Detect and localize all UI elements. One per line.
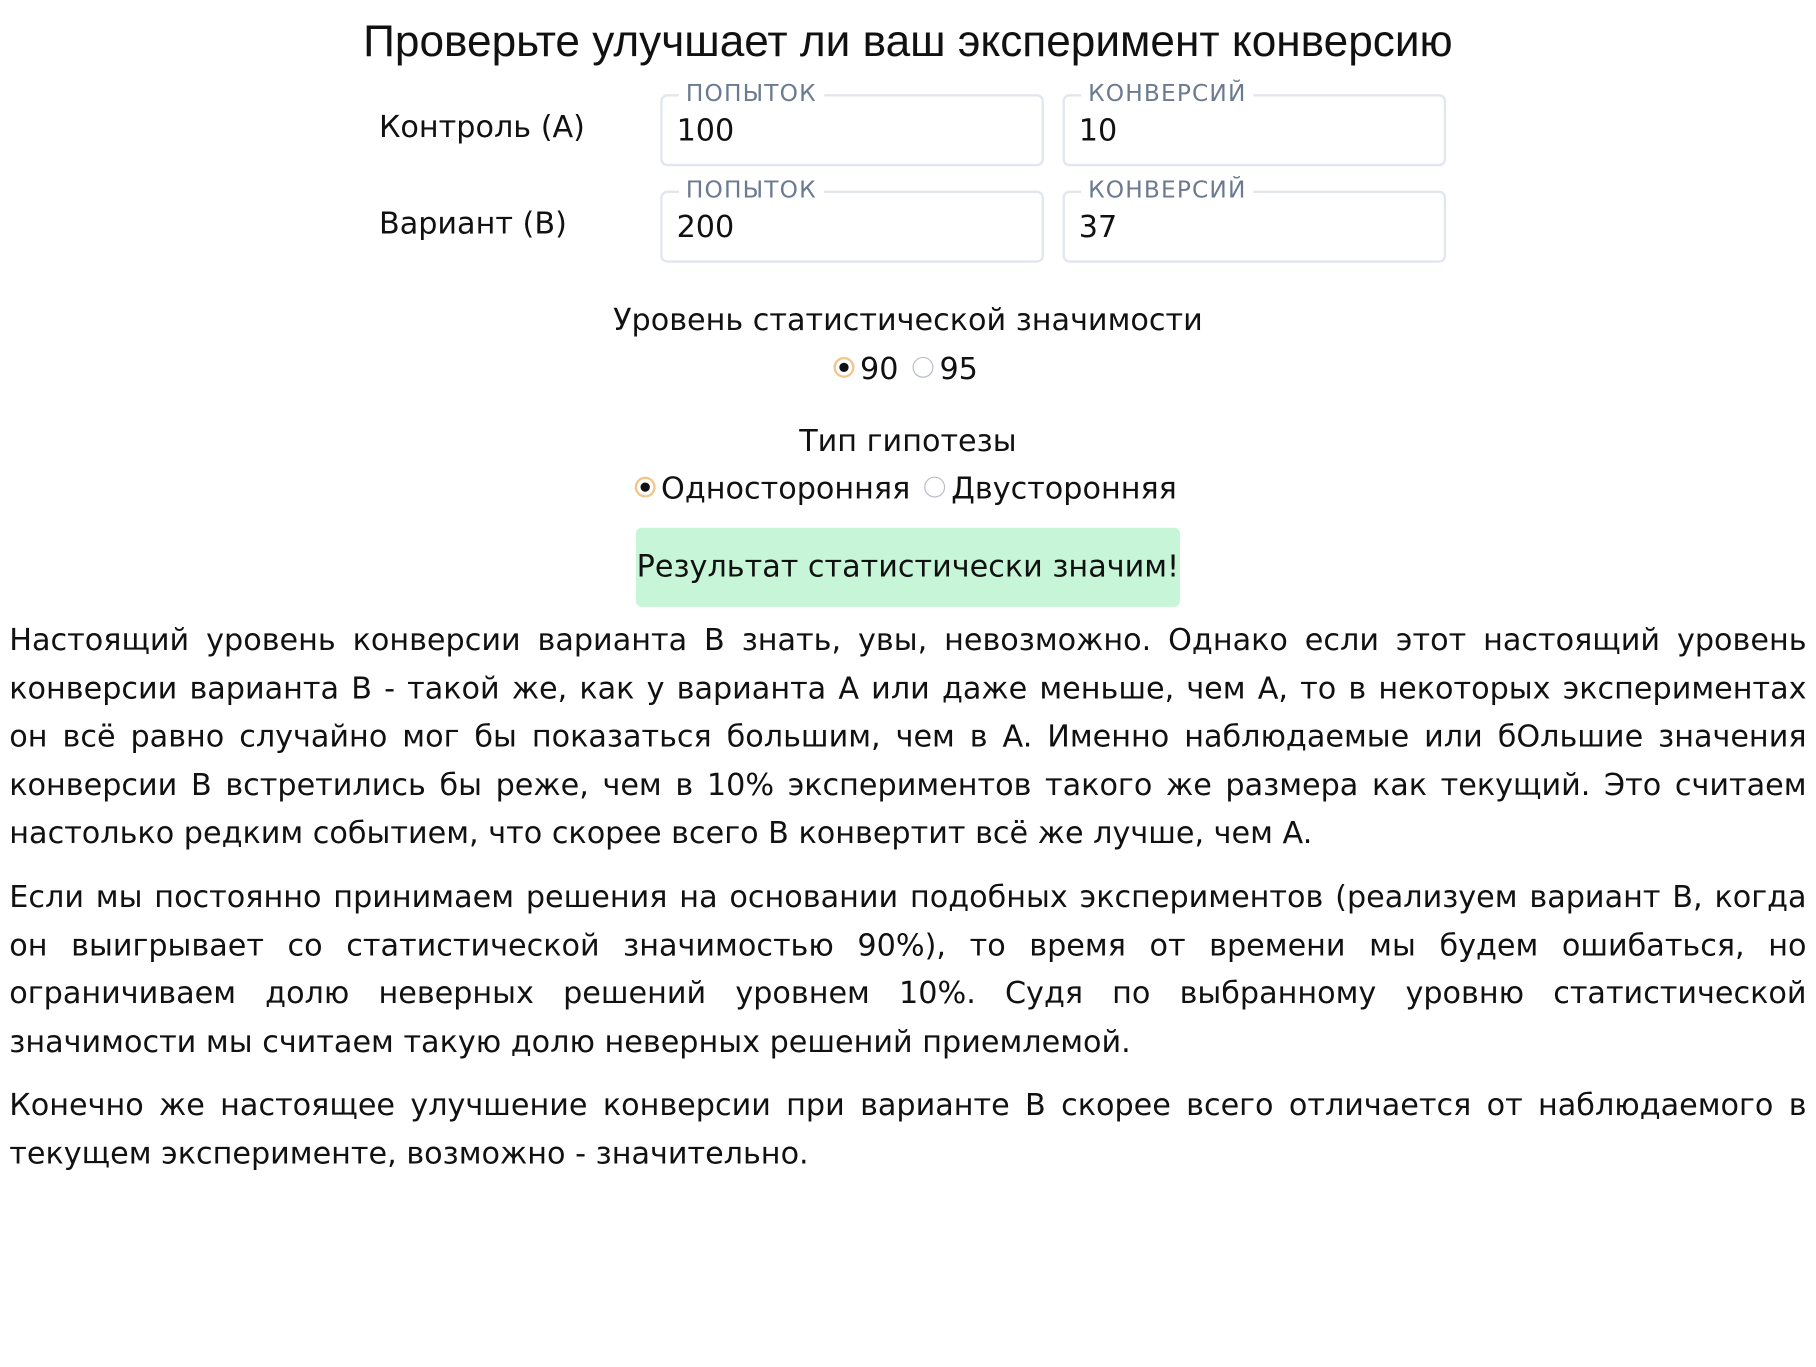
- control-attempts-legend: ПОПЫТОК: [679, 78, 824, 108]
- significance-option-label: 95: [939, 351, 978, 387]
- result-banner: Результат статистически значим!: [636, 528, 1180, 607]
- variant-attempts-input[interactable]: [677, 207, 1014, 249]
- explanation-paragraph-1: Настоящий уровень конверсии варианта B знать, увы, невозможно. Однако если этот настоящий уровень конверсии варианта B - такой же, как у варианта A или даже меньше, чем A, то в некоторых экспериментах он всё равно случайно мог бы показаться большим, чем в A. Именно наблюдаемые или бОльшие значения конверсии B встретились бы реже, чем в 10% экспериментов такого же размера как текущий. Это считаем настолько редким событием, что скорее всего B конвертит всё же лучше, чем A.: [9, 623, 1807, 851]
- control-conversions-legend: КОНВЕРСИЙ: [1081, 78, 1253, 108]
- variant-conversions-input[interactable]: [1079, 207, 1416, 249]
- control-conversions-field: [1063, 79, 1447, 166]
- variant-label: Вариант (B): [378, 206, 567, 242]
- hypothesis-options: [0, 471, 1816, 506]
- control-label: Контроль (A): [378, 110, 585, 146]
- hypothesis-option-two-sided[interactable]: [925, 471, 1182, 506]
- significance-option-95[interactable]: [913, 351, 983, 386]
- hypothesis-option-label: Двусторонняя: [951, 471, 1177, 507]
- explanation-paragraph-3: Конечно же настоящее улучшение конверсии при варианте B скорее всего отличается от наблюдаемого в текущем эксперименте, возможно - значительно.: [9, 1088, 1807, 1172]
- radio-one-sided[interactable]: [634, 476, 655, 497]
- hypothesis-option-one-sided[interactable]: [634, 471, 924, 506]
- control-attempts-input[interactable]: [677, 110, 1014, 152]
- significance-option-label: 90: [859, 351, 899, 387]
- radio-95[interactable]: [913, 356, 934, 377]
- significance-option-90[interactable]: [833, 351, 912, 386]
- control-attempts-field: [660, 79, 1044, 166]
- radio-two-sided[interactable]: [925, 476, 946, 497]
- variant-conversions-legend: КОНВЕРСИЙ: [1081, 174, 1253, 204]
- radio-90[interactable]: [833, 356, 854, 377]
- explanation-paragraph-2: Если мы постоянно принимаем решения на основании подобных экспериментов (реализуем вариант B, когда он выигрывает со статистической значимостью 90%), то время от времени мы будем ошибаться, но ограничиваем долю неверных решений уровнем 10%. Судя по выбранному уровню статистической значимости мы считаем такую долю неверных решений приемлемой.: [9, 880, 1807, 1060]
- page-title: Проверьте улучшает ли ваш эксперимент конверсию: [363, 17, 1453, 67]
- significance-title: Уровень статистической значимости: [613, 303, 1203, 339]
- variant-conversions-field: [1063, 175, 1447, 263]
- hypothesis-title: Тип гипотезы: [799, 424, 1017, 460]
- hypothesis-option-label: Односторонняя: [661, 471, 911, 507]
- variant-attempts-field: [660, 175, 1044, 263]
- control-conversions-input[interactable]: [1079, 110, 1416, 152]
- significance-options: [0, 351, 1816, 386]
- variant-attempts-legend: ПОПЫТОК: [679, 174, 824, 204]
